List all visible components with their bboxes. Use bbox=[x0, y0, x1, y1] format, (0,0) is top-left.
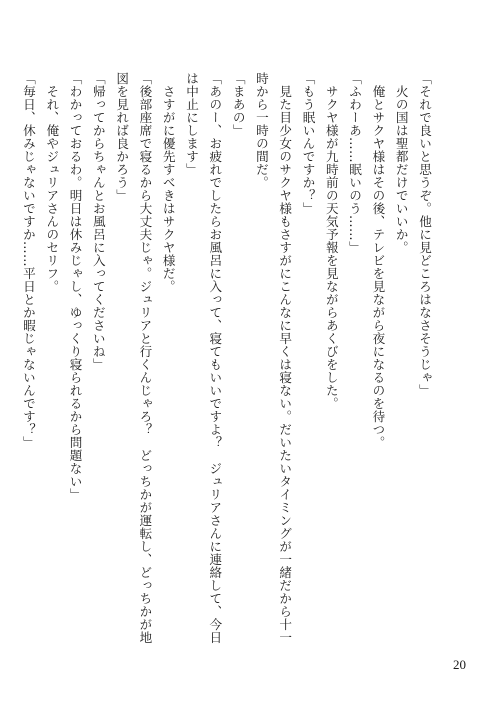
text-line: サクヤ様が九時前の天気予報を見ながらあくびをした。 bbox=[323, 72, 339, 410]
text-line: 「わかっておるわ。明日は休みじゃし、ゆっくり寝られるから問題ない」 bbox=[67, 72, 83, 501]
text-line: 「もう眠いんですか？」 bbox=[300, 72, 316, 215]
text-line: 「帰ってからちゃんとお風呂に入ってくださいね」 bbox=[90, 72, 106, 371]
text-line: 「それで良いと思うぞ。他に見どころはなさそうじゃ」 bbox=[417, 72, 432, 397]
text-line: は中止にします」 bbox=[184, 72, 200, 176]
text-line: 図を見れば良かろう」 bbox=[114, 72, 130, 202]
text-line: 「後部座席で寝るから大丈夫じゃ。ジュリアと行くんじゃろ？ どっちかが運転し、どっちかが地 bbox=[137, 72, 153, 644]
text-line: 「あのー、お疲れでしたらお風呂に入って、寝てもいいですよ？ ジュリアさんに連絡して、今日 bbox=[207, 72, 223, 644]
vertical-text-body bbox=[17, 72, 436, 644]
text-line: 時から一時の間だ。 bbox=[253, 72, 269, 189]
text-line: 火の国は聖都だけでいいか。 bbox=[393, 72, 409, 254]
text-line: 「ふわーあ……眠いのう……」 bbox=[347, 72, 363, 254]
text-line: それ、俺やジュリアさんのセリフ。 bbox=[44, 72, 60, 293]
text-line: 見た目少女のサクヤ様もさすがにこんなに早くは寝ない。だいたいタイミングが一緒だから十一 bbox=[277, 72, 293, 644]
text-line: 「毎日、休みじゃないですか……平日とか暇じゃないんです？」 bbox=[20, 72, 36, 449]
text-line: 「まあの」 bbox=[230, 72, 246, 137]
text-line: さすがに優先すべきはサクヤ様だ。 bbox=[160, 72, 176, 293]
text-line: 俺とサクヤ様はその後、テレビを見ながら夜になるのを待つ。 bbox=[370, 72, 386, 449]
page-number: 20 bbox=[453, 657, 466, 672]
